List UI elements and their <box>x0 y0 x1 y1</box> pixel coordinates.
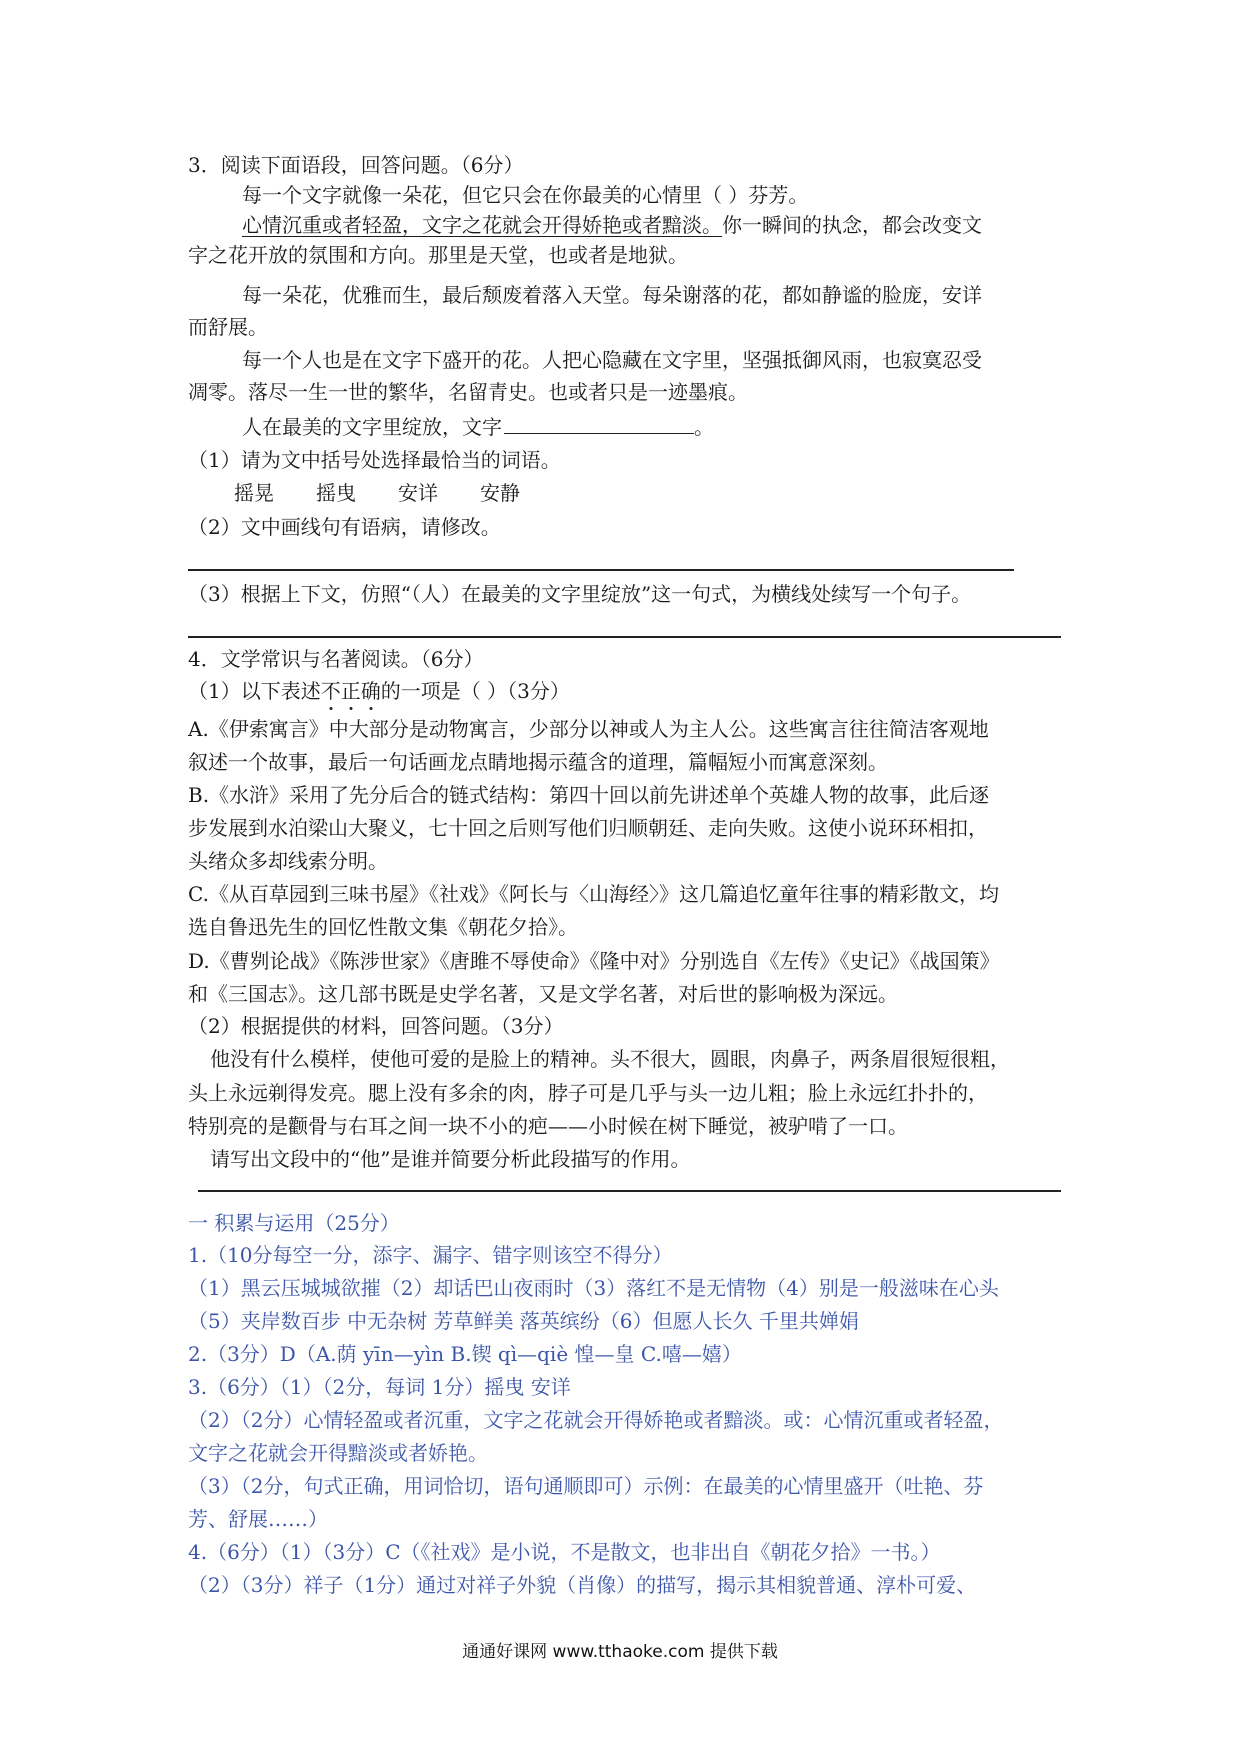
choice-3: 安详 <box>398 481 438 505</box>
q3-paragraph-2: 心情沉重或者轻盈，文字之花就会开得娇艳或者黯淡。你一瞬间的执念，都会改变文 <box>242 213 982 237</box>
q4-option-b-cont2: 头绪众多却线索分明。 <box>188 849 388 873</box>
q3-paragraph-4: 每一个人也是在文字下盛开的花。人把心隐藏在文字里，坚强抵御风雨，也寂寞忍受 <box>242 348 982 372</box>
emphasis-char: 不 <box>320 679 341 703</box>
q4-option-b-cont: 步发展到水泊梁山大聚义，七十回之后则写他们归顺朝廷、走向失败。这使小说环环相扣， <box>188 816 988 840</box>
emphasis-char: 正 <box>340 679 361 703</box>
fill-blank <box>504 411 694 434</box>
choice-4: 安静 <box>480 481 520 505</box>
choice-2: 摇曳 <box>316 481 356 505</box>
answer-2: 2.（3分）D（A.荫 yīn—yìn B.锲 qì—qiè 惶—皇 C.嘻—嬉） <box>188 1342 742 1366</box>
q4-sub-2: （2）根据提供的材料，回答问题。（3分） <box>188 1014 564 1038</box>
answer-4: 4.（6分）（1）（3分）C（《社戏》是小说，不是散文，也非出自《朝花夕拾》一书。） <box>188 1540 941 1564</box>
answer-line <box>188 636 1061 638</box>
q3-title: 3．阅读下面语段，回答问题。（6分） <box>188 153 524 177</box>
q4-material-cont: 头上永远剃得发亮。腮上没有多余的肉，脖子可是几乎与头一边儿粗；脸上永远红扑扑的， <box>188 1081 988 1105</box>
q4-option-c-cont: 选自鲁迅先生的回忆性散文集《朝花夕拾》。 <box>188 915 578 939</box>
q4-option-b: B.《水浒》采用了先分后合的链式结构：第四十回以前先讲述单个英雄人物的故事，此后逐 <box>188 783 990 807</box>
q4-material: 他没有什么模样，使他可爱的是脸上的精神。头不很大，圆眼，肉鼻子，两条眉很短很粗， <box>210 1047 1010 1071</box>
q4-title: 4．文学常识与名著阅读。（6分） <box>188 647 484 671</box>
q3-paragraph-3: 每一朵花，优雅而生，最后颓废着落入天堂。每朵谢落的花，都如静谧的脸庞，安详 <box>242 283 982 307</box>
answer-1-line-1: （1）黑云压城城欲摧（2）却话巴山夜雨时（3）落红不是无情物（4）别是一般滋味在心头 <box>188 1276 999 1300</box>
answer-4-2: （2）（3分）祥子（1分）通过对祥子外貌（肖像）的描写，揭示其相貌普通、淳朴可爱、 <box>188 1573 977 1597</box>
answer-3: 3.（6分）（1）（2分，每词 1分）摇曳 安详 <box>188 1375 571 1399</box>
q3-choices <box>234 478 562 508</box>
q3-sub-1: （1）请为文中括号处选择最恰当的词语。 <box>188 448 561 472</box>
q3-paragraph-5: 人在最美的文字里绽放，文字 。 <box>242 411 714 442</box>
answer-line <box>198 1190 1061 1192</box>
q4-material-cont2: 特别亮的是颧骨与右耳之间一块不小的疤——小时候在树下睡觉，被驴啃了一口。 <box>188 1114 908 1138</box>
answer-1: 1.（10分每空一分，添字、漏字、错字则该空不得分） <box>188 1243 673 1267</box>
q4-question: 请写出文段中的“他”是谁并简要分析此段描写的作用。 <box>210 1147 691 1171</box>
answer-3-2: （2）（2分）心情轻盈或者沉重，文字之花就会开得娇艳或者黯淡。或：心情沉重或者轻盈， <box>188 1408 1004 1432</box>
q4-option-a: A.《伊索寓言》中大部分是动物寓言，少部分以神或人为主人公。这些寓言往往简洁客观地 <box>188 717 989 741</box>
answer-3-3: （3）（2分，句式正确，用词恰切，语句通顺即可）示例：在最美的心情里盛开（吐艳、芬 <box>188 1474 984 1498</box>
answer-1-line-2: （5）夹岸数百步 中无杂树 芳草鲜美 落英缤纷（6）但愿人长久 千里共婵娟 <box>188 1309 859 1333</box>
q3-paragraph-2-cont: 字之花开放的氛围和方向。那里是天堂，也或者是地狱。 <box>188 243 688 267</box>
answer-header: 一 积累与运用（25分） <box>188 1211 400 1235</box>
answer-3-3-cont: 芳、舒展……） <box>188 1507 328 1531</box>
underlined-sentence: 心情沉重或者轻盈，文字之花就会开得娇艳或者黯淡。 <box>242 213 722 237</box>
q4-sub-1: （1）以下表述不正确的一项是（ ）（3分） <box>188 679 570 703</box>
q3-paragraph-4-cont: 凋零。落尽一生一世的繁华，名留青史。也或者只是一迹墨痕。 <box>188 380 748 404</box>
q4-option-a-cont: 叙述一个故事，最后一句话画龙点睛地揭示蕴含的道理，篇幅短小而寓意深刻。 <box>188 750 888 774</box>
answer-line <box>188 569 1014 571</box>
emphasis-char: 确 <box>360 679 381 703</box>
q3-sub-3: （3）根据上下文，仿照“（人）在最美的文字里绽放”这一句式，为横线处续写一个句子。 <box>188 582 972 606</box>
q4-option-d-cont: 和《三国志》。这几部书既是史学名著，又是文学名著，对后世的影响极为深远。 <box>188 982 898 1006</box>
q3-paragraph-3-cont: 而舒展。 <box>188 315 268 339</box>
answer-3-2-cont: 文字之花就会开得黯淡或者娇艳。 <box>188 1441 488 1465</box>
q3-sub-2: （2）文中画线句有语病，请修改。 <box>188 515 501 539</box>
choice-1: 摇晃 <box>234 481 274 505</box>
q4-option-d: D.《曹刿论战》《陈涉世家》《唐雎不辱使命》《隆中对》分别选自《左传》《史记》《战国策》 <box>188 949 1000 973</box>
page-footer: 通通好课网 www.tthaoke.com 提供下载 <box>462 1642 778 1662</box>
q3-paragraph-1: 每一个文字就像一朵花，但它只会在你最美的心情里（ ）芬芳。 <box>242 183 809 207</box>
q4-option-c: C.《从百草园到三味书屋》《社戏》《阿长与〈山海经〉》这几篇追忆童年往事的精彩散文，均 <box>188 882 999 906</box>
